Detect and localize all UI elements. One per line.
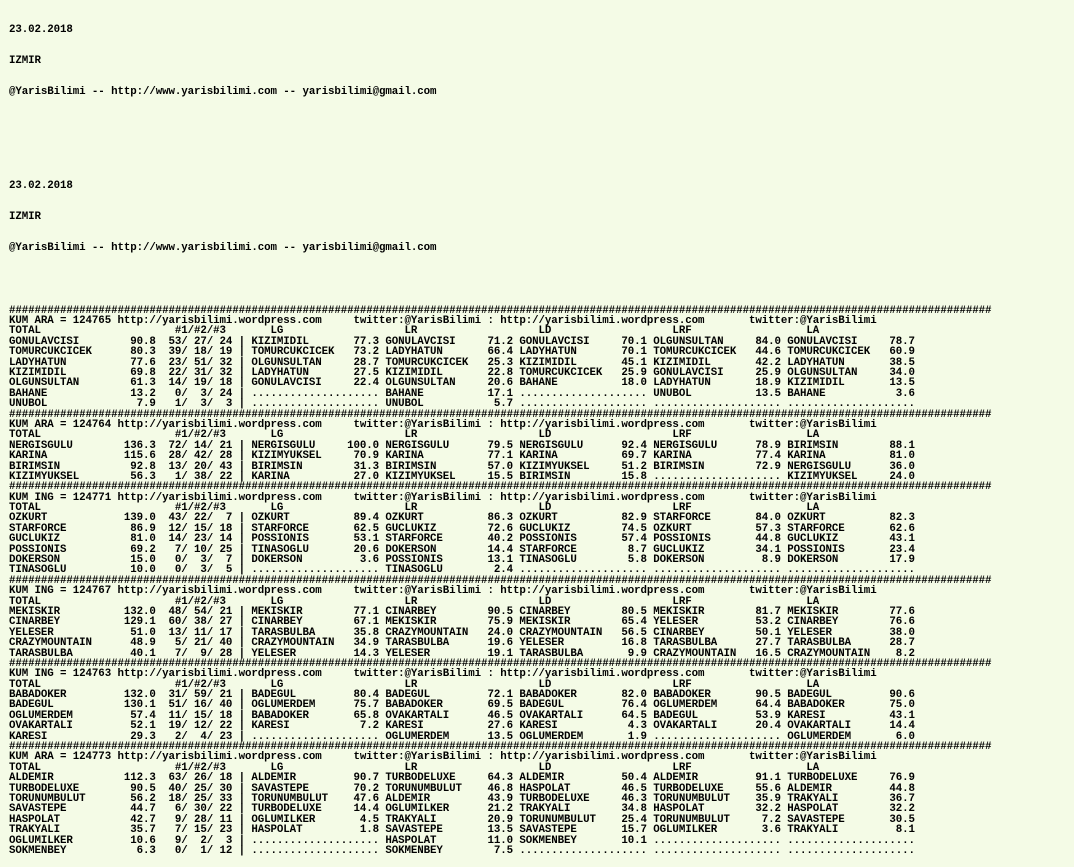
race-section [9, 306, 991, 410]
horse-row: MEKISKIR 132.0 48/ 54/ 21 | MEKISKIR 77.1 CINARBEY 90.5 CINARBEY 80.5 MEKISKIR 81.7 MEKISKIR 77.6 [9, 605, 915, 618]
separator-line: ########################################################################################################################################################## [9, 481, 992, 494]
report-document [9, 4, 991, 867]
horse-row: TORUNUMBULUT 56.2 18/ 25/ 33 | TORUNUMBULUT 47.6 ALDEMIR 43.9 TURBODELUXE 46.3 TORUNUMBULUT 35.9 TRAKYALI 36.7 [9, 793, 915, 805]
horse-row: SAVASTEPE 44.7 6/ 30/ 22 | TURBODELUXE 14.4 OGLUMILKER 21.2 TRAKYALI 34.8 HASPOLAT 32.2 HASPOLAT 32.2 [9, 803, 915, 816]
horse-row: OLGUNSULTAN 61.3 14/ 19/ 18 | GONULAVCISI 22.4 OLGUNSULTAN 20.6 BAHANE 18.0 LADYHATUN 18.9 KIZIMIDIL 13.5 [9, 377, 915, 390]
horse-row: KIZIMIDIL 69.8 22/ 31/ 32 | LADYHATUN 27.5 KIZIMIDIL 22.8 TOMURCUKCICEK 25.9 GONULAVCISI 25.9 OLGUNSULTAN 34.0 [9, 366, 915, 379]
horse-row: OGLUMILKER 10.6 9/ 2/ 3 | .................... HASPOLAT 11.0 SOKMENBEY 10.1 .................... .................... [9, 834, 915, 847]
horse-row: TOMURCUKCICEK 80.3 39/ 18/ 19 | TOMURCUKCICEK 73.2 LADYHATUN 66.4 LADYHATUN 70.1 TOMURCUKCICEK 44.6 TOMURCUKCICEK 60.9 [9, 346, 915, 359]
horse-row: CINARBEY 129.1 60/ 38/ 27 | CINARBEY 67.1 MEKISKIR 75.9 MEKISKIR 65.4 YELESER 53.2 CINARBEY 76.6 [9, 616, 915, 629]
blank-line [9, 150, 991, 160]
horse-row: GONULAVCISI 90.8 53/ 27/ 24 | KIZIMIDIL 77.3 GONULAVCISI 71.2 GONULAVCISI 70.1 OLGUNSULTAN 84.0 GONULAVCISI 78.7 [9, 335, 915, 348]
horse-row: DOKERSON 15.0 0/ 3/ 7 | DOKERSON 3.6 POSSIONIS 13.1 TINASOGLU 5.8 DOKERSON 8.9 DOKERSON 17.9 [9, 554, 915, 567]
race-title: KUM ING = 124771 http://yarisbilimi.wordpress.com twitter:@YarisBilimi : http://yarisbilimi.wordpress.com twitter:@YarisBilimi [9, 491, 877, 504]
race-title: KUM ARA = 124764 http://yarisbilimi.wordpress.com twitter:@YarisBilimi : http://yarisbilimi.wordpress.com twitter:@YarisBilimi [9, 418, 877, 431]
horse-row: OVAKARTALI 52.1 19/ 12/ 22 | KARESI 7.2 KARESI 27.6 KARESI 4.3 OVAKARTALI 20.4 OVAKARTALI 14.4 [9, 720, 915, 733]
report-city: IZMIR [9, 55, 41, 68]
horse-row: BAHANE 13.2 0/ 3/ 24 | .................... BAHANE 17.1 .................... UNUBOL 13.5 BAHANE 3.6 [9, 387, 915, 400]
report-date: 23.02.2018 [9, 179, 73, 192]
horse-row: OZKURT 139.0 43/ 22/ 7 | OZKURT 89.4 OZKURT 86.3 OZKURT 82.9 STARFORCE 84.0 OZKURT 82.3 [9, 512, 915, 525]
report-city: IZMIR [9, 211, 41, 224]
column-header: TOTAL #1/#2/#3 LG LR LD LRF LA [9, 595, 820, 608]
report-contact: @YarisBilimi -- http://www.yarisbilimi.com -- yarisbilimi@gmail.com [9, 86, 437, 99]
horse-row: HASPOLAT 42.7 9/ 28/ 11 | OGLUMILKER 4.5 TRAKYALI 20.9 TORUNUMBULUT 25.4 TORUNUMBULUT 7.2 SAVASTEPE 30.5 [9, 813, 915, 826]
horse-row: UNUBOL 7.9 1/ 3/ 3 | .................... UNUBOL 5.7 .................... .................... .................... [9, 398, 915, 411]
horse-row: TURBODELUXE 90.5 40/ 25/ 30 | SAVASTEPE 70.2 TORUNUMBULUT 46.8 HASPOLAT 46.5 TURBODELUXE 55.6 ALDEMIR 44.8 [9, 782, 915, 795]
separator-line: ########################################################################################################################################################## [9, 657, 992, 670]
horse-row: SOKMENBEY 6.3 0/ 1/ 12 | .................... SOKMENBEY 7.5 .................... .................... .................... [9, 844, 915, 857]
horse-row: LADYHATUN 77.6 23/ 51/ 32 | OLGUNSULTAN 28.7 TOMURCUKCICEK 25.3 KIZIMIDIL 45.1 KIZIMIDIL 42.2 LADYHATUN 38.5 [9, 356, 915, 369]
report-contact: @YarisBilimi -- http://www.yarisbilimi.com -- yarisbilimi@gmail.com [9, 242, 437, 255]
blank-line [9, 274, 991, 284]
horse-row: ALDEMIR 112.3 63/ 26/ 18 | ALDEMIR 90.7 TURBODELUXE 64.3 ALDEMIR 50.4 ALDEMIR 91.1 TURBODELUXE 76.9 [9, 772, 915, 785]
race-sections [9, 306, 991, 857]
race-title: KUM ARA = 124773 http://yarisbilimi.wordpress.com twitter:@YarisBilimi : http://yarisbilimi.wordpress.com twitter:@YarisBilimi [9, 751, 877, 764]
horse-row: OGLUMERDEM 57.4 11/ 15/ 18 | BABADOKER 65.8 OVAKARTALI 46.5 OVAKARTALI 64.5 BADEGUL 53.9 KARESI 43.1 [9, 709, 915, 722]
column-header: TOTAL #1/#2/#3 LG LR LD LRF LA [9, 429, 820, 442]
horse-row: KARINA 115.6 28/ 42/ 28 | KIZIMYUKSEL 70.9 KARINA 77.1 KARINA 69.7 KARINA 77.4 KARINA 81.0 [9, 450, 915, 463]
race-section [9, 576, 991, 659]
horse-row: BABADOKER 132.0 31/ 59/ 21 | BADEGUL 80.4 BADEGUL 72.1 BABADOKER 82.0 BABADOKER 90.5 BADEGUL 90.6 [9, 689, 915, 702]
horse-row: TARASBULBA 40.1 7/ 9/ 28 | YELESER 14.3 YELESER 19.1 TARASBULBA 9.9 CRAZYMOUNTAIN 16.5 CRAZYMOUNTAIN 8.2 [9, 647, 915, 660]
race-section [9, 410, 991, 483]
horse-row: STARFORCE 86.9 12/ 15/ 18 | STARFORCE 62.5 GUCLUKIZ 72.6 GUCLUKIZ 74.5 OZKURT 57.3 STARFORCE 62.6 [9, 522, 915, 535]
separator-line: ########################################################################################################################################################## [9, 741, 992, 754]
race-title: KUM ARA = 124765 http://yarisbilimi.wordpress.com twitter:@YarisBilimi : http://yarisbilimi.wordpress.com twitter:@YarisBilimi [9, 315, 877, 328]
horse-row: BIRIMSIN 92.8 13/ 20/ 43 | BIRIMSIN 31.3 BIRIMSIN 57.0 KIZIMYUKSEL 51.2 BIRIMSIN 72.9 NERGISGULU 36.0 [9, 460, 915, 473]
column-header: TOTAL #1/#2/#3 LG LR LD LRF LA [9, 678, 820, 691]
race-section [9, 742, 991, 856]
column-header: TOTAL #1/#2/#3 LG LR LD LRF LA [9, 502, 820, 515]
race-section [9, 482, 991, 576]
report-date: 23.02.2018 [9, 23, 73, 36]
horse-row: POSSIONIS 69.2 7/ 10/ 25 | TINASOGLU 20.6 DOKERSON 14.4 STARFORCE 8.7 GUCLUKIZ 34.1 POSSIONIS 23.4 [9, 543, 915, 556]
horse-row: YELESER 51.0 13/ 11/ 17 | TARASBULBA 35.8 CRAZYMOUNTAIN 24.0 CRAZYMOUNTAIN 56.5 CINARBEY 50.1 YELESER 38.0 [9, 626, 915, 639]
blank-line [9, 118, 991, 128]
column-header: TOTAL #1/#2/#3 LG LR LD LRF LA [9, 325, 820, 338]
separator-line: ########################################################################################################################################################## [9, 408, 992, 421]
column-header: TOTAL #1/#2/#3 LG LR LD LRF LA [9, 761, 820, 774]
horse-row: BADEGUL 130.1 51/ 16/ 40 | OGLUMERDEM 75.7 BABADOKER 69.5 BADEGUL 76.4 OGLUMERDEM 64.4 BABADOKER 75.0 [9, 699, 915, 712]
horse-row: TINASOGLU 10.0 0/ 3/ 5 | .................... TINASOGLU 2.4 .................... .................... .................... [9, 564, 915, 577]
horse-row: KARESI 29.3 2/ 4/ 23 | .................... OGLUMERDEM 13.5 OGLUMERDEM 1.9 .................... OGLUMERDEM 6.0 [9, 730, 915, 743]
separator-line: ########################################################################################################################################################## [9, 574, 992, 587]
horse-row: CRAZYMOUNTAIN 48.9 5/ 21/ 40 | CRAZYMOUNTAIN 34.9 TARASBULBA 19.6 YELESER 16.8 TARASBULBA 27.7 TARASBULBA 28.7 [9, 637, 915, 650]
separator-line: ########################################################################################################################################################## [9, 304, 992, 317]
horse-row: NERGISGULU 136.3 72/ 14/ 21 | NERGISGULU 100.0 NERGISGULU 79.5 NERGISGULU 92.4 NERGISGULU 78.9 BIRIMSIN 88.1 [9, 439, 915, 452]
horse-row: KIZIMYUKSEL 56.3 1/ 38/ 22 | KARINA 27.0 KIZIMYUKSEL 15.5 BIRIMSIN 15.8 .................... KIZIMYUKSEL 24.0 [9, 470, 915, 483]
race-title: KUM ING = 124763 http://yarisbilimi.wordpress.com twitter:@YarisBilimi : http://yarisbilimi.wordpress.com twitter:@YarisBilimi [9, 668, 877, 681]
horse-row: TRAKYALI 35.7 7/ 15/ 23 | HASPOLAT 1.8 SAVASTEPE 13.5 SAVASTEPE 15.7 OGLUMILKER 3.6 TRAKYALI 8.1 [9, 824, 915, 837]
horse-row: GUCLUKIZ 81.0 14/ 23/ 14 | POSSIONIS 53.1 STARFORCE 40.2 POSSIONIS 57.4 POSSIONIS 44.8 GUCLUKIZ 43.1 [9, 533, 915, 546]
race-section [9, 659, 991, 742]
race-title: KUM ING = 124767 http://yarisbilimi.wordpress.com twitter:@YarisBilimi : http://yarisbilimi.wordpress.com twitter:@YarisBilimi [9, 585, 877, 598]
